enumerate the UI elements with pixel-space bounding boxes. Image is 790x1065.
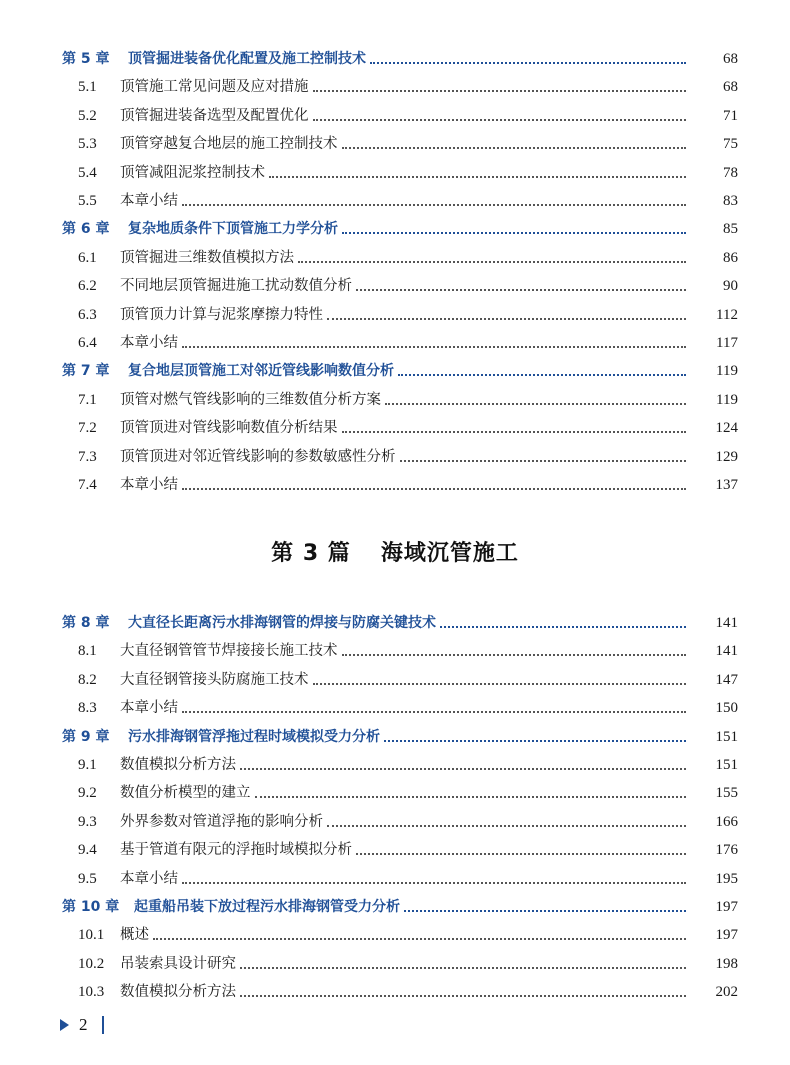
toc-entry-title: 复合地层顶管施工对邻近管线影响数值分析: [128, 363, 394, 380]
dot-leader: [384, 740, 686, 742]
dot-leader: [370, 62, 686, 64]
footer-page-number: 2: [79, 1015, 88, 1034]
toc-entry-lead: [0, 952, 692, 976]
toc-entry-number: 9.2: [78, 785, 97, 802]
toc-entry-title: 本章小结: [120, 700, 178, 717]
toc-entry-number: 10.3: [78, 984, 105, 1001]
toc-entry-lead: [0, 132, 692, 156]
dot-leader: [398, 374, 686, 376]
toc-entry-page: 129: [715, 448, 738, 465]
toc-entry-lead: [0, 388, 692, 412]
dot-leader: [342, 232, 686, 234]
toc-entry-lead: [0, 359, 692, 383]
toc-entry-page: 119: [716, 391, 738, 408]
toc-entry-number: 10.2: [78, 955, 105, 972]
toc-entry-lead: [0, 217, 692, 241]
toc-section-entry[interactable]: [0, 980, 790, 1004]
dot-leader: [182, 488, 686, 490]
toc-entry-title: 外界参数对管道浮拖的影响分析: [120, 813, 323, 830]
toc-entry-number: 7.1: [78, 391, 97, 408]
toc-chapter-entry[interactable]: [0, 611, 790, 635]
toc-entry-number: 7.4: [78, 477, 97, 493]
toc-entry-title: 起重船吊装下放过程污水排海钢管受力分析: [134, 899, 400, 915]
toc-entry-page: 166: [715, 813, 738, 830]
toc-entry-title: 数值模拟分析方法: [120, 757, 236, 773]
toc-entry-lead: [0, 246, 692, 270]
footer-divider: [102, 1016, 104, 1034]
toc-entry-page: 83: [723, 193, 738, 209]
dot-leader: [342, 431, 687, 433]
toc-entry-page: 155: [715, 785, 738, 802]
triangle-arrow-icon: [60, 1019, 69, 1031]
toc-entry-page: 141: [715, 615, 738, 631]
toc-section-entry[interactable]: [0, 331, 790, 355]
toc-entry-title: 本章小结: [120, 477, 178, 493]
toc-chapter-entry[interactable]: [0, 359, 790, 383]
toc-entry-number: 7.3: [78, 448, 97, 465]
toc-entry-title: 顶管减阻泥浆控制技术: [120, 164, 265, 181]
toc-entry-page: 198: [715, 955, 738, 972]
toc-entry-title: 数值模拟分析方法: [120, 984, 236, 1001]
toc-entry-lead: [0, 445, 692, 469]
dot-leader: [356, 289, 686, 291]
toc-entry-number: 6.2: [78, 278, 97, 295]
toc-entry-page: 147: [715, 671, 738, 688]
toc-entry-number: 8.1: [78, 643, 97, 660]
toc-entry-lead: [0, 161, 692, 185]
toc-section-entry[interactable]: [0, 445, 790, 469]
toc-entry-number: 9.5: [78, 870, 97, 887]
toc-entry-page: 68: [723, 51, 738, 67]
toc-entry-title: 基于管道有限元的浮拖时域模拟分析: [120, 842, 352, 859]
toc-entry-lead: [0, 781, 692, 805]
dot-leader: [440, 626, 686, 628]
toc-section-entry[interactable]: [0, 416, 790, 440]
toc-chapter-entry[interactable]: [0, 47, 790, 71]
toc-entry-number: 第 5 章: [62, 51, 110, 67]
toc-entry-number: 10.1: [78, 927, 105, 944]
toc-entry-lead: [0, 753, 692, 777]
toc-section-entry[interactable]: [0, 274, 790, 298]
dot-leader: [240, 995, 686, 997]
dot-leader: [182, 711, 686, 713]
toc-section-entry[interactable]: [0, 303, 790, 327]
toc-entry-title: 本章小结: [120, 870, 178, 887]
toc-section-entry[interactable]: [0, 473, 790, 497]
toc-section-entry[interactable]: [0, 753, 790, 777]
toc-entry-number: 8.2: [78, 671, 97, 688]
toc-entry-title: 顶管掘进装备选型及配置优化: [120, 107, 309, 124]
toc-entry-number: 第 10 章: [62, 899, 120, 915]
toc-entry-title: 大直径长距离污水排海钢管的焊接与防腐关键技术: [128, 615, 436, 631]
dot-leader: [400, 460, 687, 462]
toc-entry-lead: [0, 980, 692, 1004]
dot-leader: [182, 882, 686, 884]
toc-entry-number: 7.2: [78, 420, 97, 437]
toc-entry-title: 顶管掘进装备优化配置及施工控制技术: [128, 51, 366, 67]
toc-section-entry[interactable]: [0, 104, 790, 128]
toc-entry-number: 5.2: [78, 107, 97, 124]
dot-leader: [342, 654, 687, 656]
toc-entry-page: 112: [716, 306, 738, 323]
toc-entry-page: 75: [723, 136, 738, 153]
dot-leader: [182, 204, 686, 206]
toc-entry-number: 9.3: [78, 813, 97, 830]
toc-entry-page: 202: [715, 984, 738, 1001]
toc-entry-page: 71: [723, 107, 738, 124]
toc-entry-page: 117: [716, 335, 738, 351]
toc-entry-page: 197: [715, 927, 738, 944]
toc-entry-lead: [0, 725, 692, 749]
toc-entry-title: 不同地层顶管掘进施工扰动数值分析: [120, 278, 352, 295]
toc-entry-title: 大直径钢管接头防腐施工技术: [120, 671, 309, 688]
toc-entry-title: 概述: [120, 927, 149, 944]
toc-entry-title: 数值分析模型的建立: [120, 785, 251, 802]
part-name: 海域沉管施工: [380, 541, 519, 566]
toc-section-entry[interactable]: [0, 132, 790, 156]
toc-entry-title: 大直径钢管管节焊接接长施工技术: [120, 643, 338, 660]
toc-entry-page: 78: [723, 164, 738, 181]
toc-entry-lead: [0, 331, 692, 355]
toc-entry-page: 176: [715, 842, 738, 859]
toc-entry-lead: [0, 639, 692, 663]
toc-entry-title: 污水排海钢管浮拖过程时域模拟受力分析: [128, 728, 380, 745]
toc-section-entry[interactable]: [0, 696, 790, 720]
toc-entry-title: 本章小结: [120, 335, 178, 351]
toc-section-entry[interactable]: [0, 810, 790, 834]
toc-section-entry[interactable]: [0, 189, 790, 213]
toc-entry-lead: [0, 867, 692, 891]
toc-entry-number: 5.3: [78, 136, 97, 153]
toc-entry-number: 6.1: [78, 249, 97, 266]
toc-entry-lead: [0, 923, 692, 947]
toc-entry-lead: [0, 75, 692, 99]
toc-section-entry[interactable]: [0, 867, 790, 891]
toc-entry-page: 90: [723, 278, 738, 295]
toc-entry-title: 顶管掘进三维数值模拟方法: [120, 249, 294, 266]
dot-leader: [313, 90, 687, 92]
dot-leader: [240, 967, 686, 969]
toc-entry-lead: [0, 810, 692, 834]
toc-chapter-entry[interactable]: [0, 217, 790, 241]
toc-entry-lead: [0, 274, 692, 298]
toc-entry-page: 151: [715, 757, 738, 773]
dot-leader: [182, 346, 686, 348]
toc-entry-page: 150: [715, 700, 738, 717]
dot-leader: [240, 768, 686, 770]
toc-entry-page: 151: [715, 728, 738, 745]
part-title: [0, 536, 790, 572]
toc-entry-page: 195: [715, 870, 738, 887]
toc-chapter-entry[interactable]: [0, 895, 790, 919]
toc-section-entry[interactable]: [0, 388, 790, 412]
toc-entry-lead: [0, 104, 692, 128]
toc-section-entry[interactable]: [0, 246, 790, 270]
dot-leader: [356, 853, 686, 855]
dot-leader: [327, 318, 686, 320]
page-footer: [60, 1012, 104, 1038]
toc-entry-page: 85: [723, 221, 738, 238]
dot-leader: [327, 825, 686, 827]
toc-entry-page: 137: [715, 477, 738, 493]
toc-entry-page: 68: [723, 79, 738, 96]
toc-section-entry[interactable]: [0, 781, 790, 805]
dot-leader: [404, 910, 686, 912]
toc-section-entry[interactable]: [0, 838, 790, 862]
part-label: 第 3 篇: [271, 541, 351, 566]
toc-entry-title: 顶管顶进对管线影响数值分析结果: [120, 420, 338, 437]
toc-entry-lead: [0, 838, 692, 862]
toc-entry-lead: [0, 611, 692, 635]
toc-entry-lead: [0, 416, 692, 440]
toc-entry-number: 6.3: [78, 306, 97, 323]
toc-entry-page: 86: [723, 249, 738, 266]
dot-leader: [313, 119, 687, 121]
toc-entry-lead: [0, 696, 692, 720]
dot-leader: [313, 683, 687, 685]
toc-entry-number: 9.4: [78, 842, 97, 859]
toc-section-entry[interactable]: [0, 75, 790, 99]
toc-entry-number: 6.4: [78, 335, 97, 351]
toc-entry-title: 吊装索具设计研究: [120, 955, 236, 972]
toc-entry-number: 5.5: [78, 193, 97, 209]
toc-entry-page: 197: [715, 899, 738, 915]
toc-section-entry[interactable]: [0, 639, 790, 663]
toc-entry-lead: [0, 668, 692, 692]
toc-entry-number: 第 6 章: [62, 221, 110, 238]
toc-entry-lead: [0, 47, 692, 71]
toc-entry-title: 顶管顶进对邻近管线影响的参数敏感性分析: [120, 448, 396, 465]
toc-entry-number: 8.3: [78, 700, 97, 717]
toc-entry-lead: [0, 303, 692, 327]
toc-entry-title: 复杂地质条件下顶管施工力学分析: [128, 221, 338, 238]
toc-entry-title: 顶管顶力计算与泥浆摩擦力特性: [120, 306, 323, 323]
toc-entry-lead: [0, 895, 692, 919]
toc-chapter-entry[interactable]: [0, 725, 790, 749]
toc-entry-number: 第 8 章: [62, 615, 110, 631]
toc-section-entry[interactable]: [0, 668, 790, 692]
dot-leader: [153, 938, 686, 940]
toc-section-entry[interactable]: [0, 161, 790, 185]
dot-leader: [298, 261, 686, 263]
toc-entry-title: 顶管施工常见问题及应对措施: [120, 79, 309, 96]
toc-entry-title: 顶管穿越复合地层的施工控制技术: [120, 136, 338, 153]
toc-entry-title: 顶管对燃气管线影响的三维数值分析方案: [120, 391, 381, 408]
toc-entry-lead: [0, 473, 692, 497]
dot-leader: [385, 403, 686, 405]
toc-entry-page: 119: [716, 363, 738, 380]
toc-entry-number: 5.1: [78, 79, 97, 96]
toc-entry-number: 5.4: [78, 164, 97, 181]
toc-entry-number: 第 7 章: [62, 363, 110, 380]
toc-entry-lead: [0, 189, 692, 213]
toc-entry-number: 第 9 章: [62, 728, 110, 745]
toc-section-entry[interactable]: [0, 952, 790, 976]
toc-entry-number: 9.1: [78, 757, 97, 773]
dot-leader: [255, 796, 687, 798]
dot-leader: [342, 147, 687, 149]
toc-entry-page: 141: [715, 643, 738, 660]
toc-entry-page: 124: [715, 420, 738, 437]
toc-entry-title: 本章小结: [120, 193, 178, 209]
toc-section-entry[interactable]: [0, 923, 790, 947]
dot-leader: [269, 176, 686, 178]
